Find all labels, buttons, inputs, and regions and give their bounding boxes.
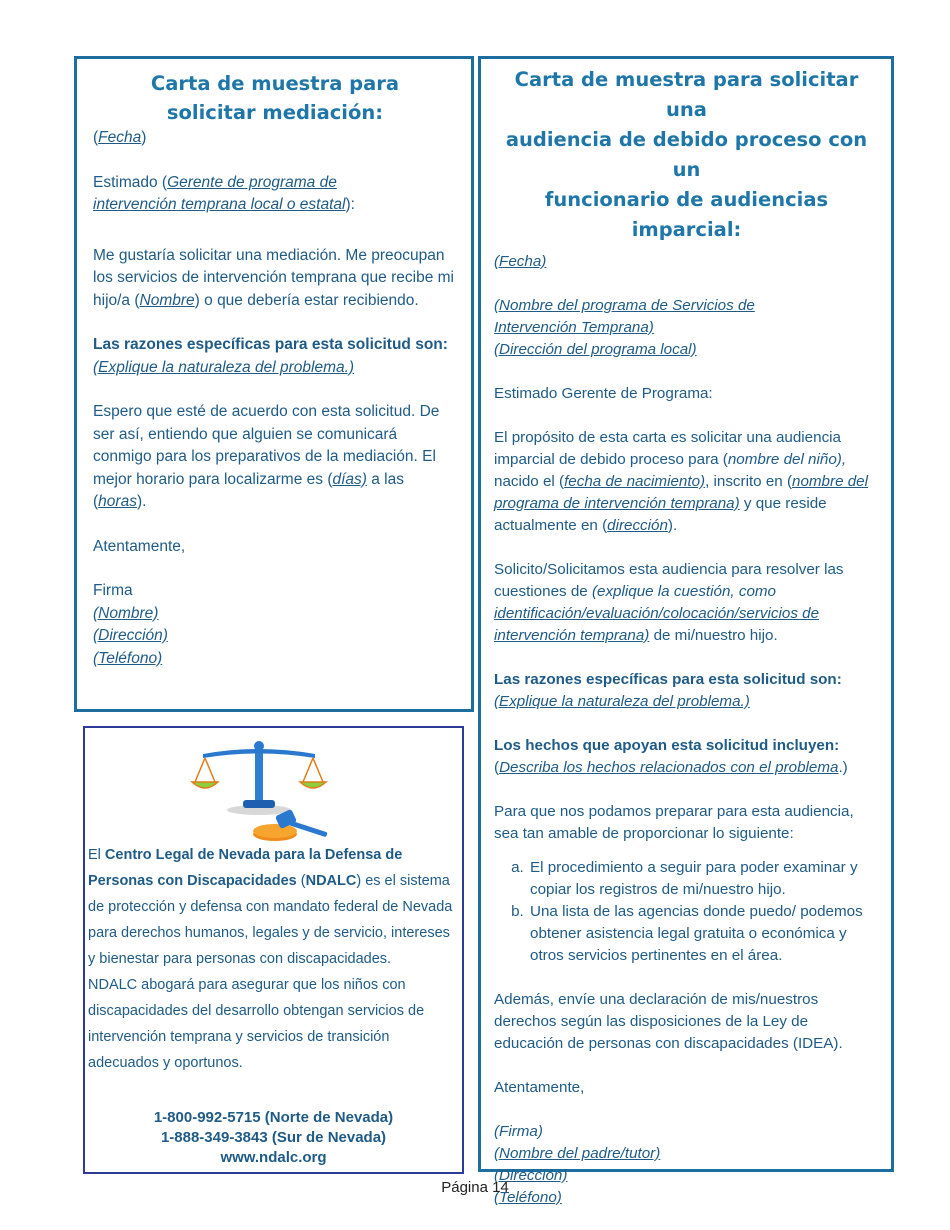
hearing-letter-box (478, 56, 894, 1206)
mediation-signature: Firma (93, 582, 133, 599)
text: ) es el sistema de protección y defensa con mandato federal de Nevada para derechos humanos, legales y de servicio, intereses y bienestar para personas con discapacidades. (88, 873, 453, 967)
hearing-reasons-heading: Las razones específicas para esta solicitud son: (494, 671, 842, 688)
text: ) o que debería estar recibiendo. (194, 291, 419, 309)
hearing-phone: (Teléfono) (494, 1189, 562, 1206)
mediation-letter-title (93, 69, 457, 127)
hearing-greeting: Estimado Gerente de Programa: (494, 385, 713, 402)
mediation-paragraph-1 (93, 245, 457, 313)
hearing-request-paragraph (494, 559, 879, 647)
date-placeholder: Fecha (98, 129, 142, 146)
ndalc-mission: NDALC abogará para asegurar que los niños con discapacidades del desarrollo obtengan servicios de intervención temprana y servicios de transición adecuados y oportunos. (88, 977, 425, 1071)
hearing-request-list (494, 857, 879, 967)
text: .) (838, 759, 848, 776)
mediation-closing: Atentamente, (93, 537, 186, 555)
mediation-reasons-placeholder: (Explique la naturaleza del problema.) (93, 358, 355, 376)
hearing-purpose-paragraph (494, 427, 879, 537)
text: ( (296, 873, 306, 889)
hearing-prepare-paragraph: Para que nos podamos preparar para esta audiencia, sea tan amable de proporcionar lo siguiente: (494, 803, 854, 842)
organization-name: Centro Legal de Nevada para la Defensa de Personas con Discapacidades (88, 847, 403, 889)
text: nacido el ( (494, 473, 565, 490)
page-number: Página 14 (441, 1179, 509, 1196)
text: Me gustaría solicitar una mediación. Me preocupan los servicios de intervención temprana que recibe mi hijo/a ( (93, 246, 454, 309)
ndalc-description (88, 842, 458, 1076)
title-line: Carta de muestra para (150, 72, 400, 95)
list-item: b. Una lista de las agencias donde puedo/ podemos obtener asistencia legal gratuita o económica y otros servicios pertinentes en el área. (528, 901, 879, 967)
mediation-date: (Fecha) (93, 129, 147, 146)
hearing-letter-title (494, 65, 879, 245)
mediation-letter-box (74, 56, 474, 712)
hearing-facts-heading: Los hechos que apoyan esta solicitud incluyen: (494, 737, 840, 754)
text: Solicito/Solicitamos esta audiencia para resolver las cuestiones de (494, 561, 844, 600)
text: a las ( (93, 470, 405, 510)
text: , inscrito en ( (705, 473, 793, 490)
hearing-date: (Fecha) (494, 253, 547, 270)
text: El (88, 847, 105, 863)
program-name: Intervención Temprana) (494, 319, 654, 336)
website-link[interactable]: www.ndalc.org (220, 1149, 327, 1166)
text: ( (494, 759, 500, 776)
child-name-placeholder: nombre del niño), (727, 451, 847, 468)
title-line: funcionario de audiencias imparcial: (544, 188, 829, 241)
hearing-reasons-placeholder: (Explique la naturaleza del problema.) (494, 693, 750, 710)
mediation-greeting (93, 172, 457, 217)
text: de mi/nuestro hijo. (649, 627, 778, 644)
birth-date-placeholder: fecha de nacimiento) (564, 473, 706, 490)
hearing-signature: (Firma) (494, 1123, 543, 1140)
ndalc-info-box (83, 726, 464, 1174)
hours-placeholder: horas (98, 493, 137, 510)
program-name: (Nombre del programa de Servicios de (494, 297, 755, 314)
list-item: a. El procedimiento a seguir para poder examinar y copiar los registros de mi/nuestro hijo. (528, 857, 879, 901)
greeting-placeholder: Gerente de programa de (167, 173, 337, 191)
hearing-program-block (494, 295, 879, 361)
child-name-placeholder: Nombre (139, 291, 195, 309)
phone-north: 1-800-992-5715 (Norte de Nevada) (153, 1109, 394, 1126)
title-line: audiencia de debido proceso con un (505, 128, 868, 181)
text: y que reside actualmente en ( (494, 495, 827, 534)
hearing-closing: Atentamente, (494, 1079, 585, 1096)
program-address: (Dirección del programa local) (494, 341, 697, 358)
program-placeholder: nombre del programa de intervención temprana) (494, 473, 868, 512)
text: Espero que esté de acuerdo con esta solicitud. De ser así, entiendo que alguien se comunicará conmigo para los preparativos de la mediación. El mejor horario para localizarme es ( (93, 403, 440, 488)
scales-of-justice-gavel-icon (189, 734, 339, 846)
days-placeholder: días) (332, 470, 367, 488)
title-line: solicitar mediación: (166, 101, 384, 124)
mediation-address: (Dirección) (93, 627, 168, 644)
hearing-address: (Dirección) (494, 1167, 568, 1184)
address-placeholder: dirección (607, 517, 668, 534)
greeting-suffix: ): (345, 196, 355, 213)
hearing-facts-placeholder (494, 757, 879, 779)
issue-placeholder: identificación/evaluación/colocación/servicios de intervención temprana) (494, 605, 820, 644)
greeting-prefix: Estimado ( (93, 173, 168, 191)
text: ). (667, 517, 678, 534)
facts-placeholder: Describa los hechos relacionados con el problema (499, 759, 839, 776)
greeting-placeholder: intervención temprana local o estatal (93, 196, 346, 213)
text: El propósito de esta carta es solicitar una audiencia imparcial de debido proceso para ( (494, 429, 841, 468)
issue-placeholder: (explique la cuestión, como (591, 583, 776, 600)
mediation-reasons-heading: Las razones específicas para esta solicitud son: (93, 336, 448, 353)
title-line: Carta de muestra para solicitar una (514, 68, 859, 121)
hearing-rights-paragraph: Además, envíe una declaración de mis/nuestros derechos según las disposiciones de la Ley de educación de personas con discapacidades (IDEA). (494, 991, 843, 1052)
organization-abbreviation: NDALC (305, 873, 357, 889)
hearing-parent-name: (Nombre del padre/tutor) (494, 1145, 661, 1162)
mediation-phone: (Teléfono) (93, 649, 163, 667)
text: ). (136, 493, 147, 510)
phone-south: 1-888-349-3843 (Sur de Nevada) (160, 1129, 387, 1146)
mediation-name: (Nombre) (93, 604, 159, 622)
ndalc-contact (85, 1108, 462, 1168)
mediation-paragraph-2 (93, 401, 457, 514)
